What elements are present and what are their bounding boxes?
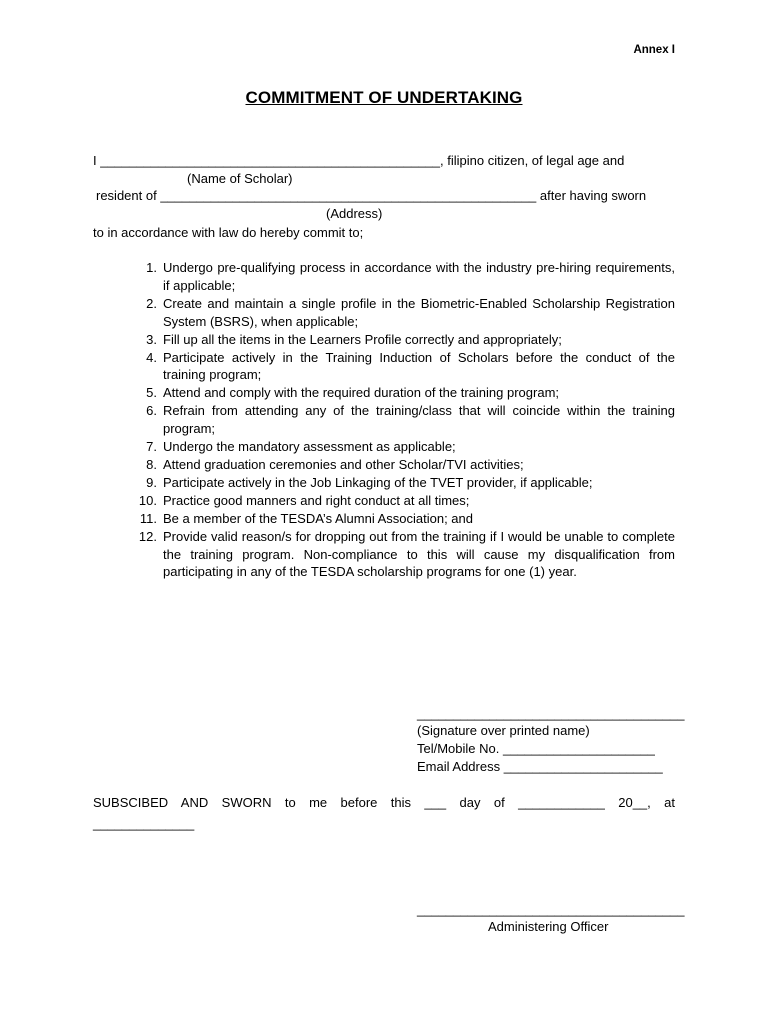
list-item <box>135 492 675 510</box>
list-item <box>135 474 675 492</box>
commitment-list <box>135 259 675 581</box>
list-item <box>135 438 675 456</box>
list-item <box>135 349 675 385</box>
intro-line-name: I _______________________________________________, filipino citizen, of legal age and <box>93 153 625 168</box>
list-item-text: Undergo the mandatory assessment as applicable; <box>163 439 456 455</box>
page-title: COMMITMENT OF UNDERTAKING <box>245 88 523 107</box>
signature-line: _____________________________________ <box>417 706 685 721</box>
list-item-number: 9. <box>146 474 157 490</box>
officer-signature-line: _____________________________________ <box>417 902 685 917</box>
list-item-number: 12. <box>138 528 157 544</box>
list-item-number: 6. <box>146 403 157 419</box>
annex-label: Annex I <box>633 44 675 56</box>
list-item <box>135 259 675 295</box>
list-item-number: 8. <box>146 456 157 472</box>
list-item-text: Create and maintain a single profile in the Biometric-Enabled Scholarship Registration System (BSRS), when applicable; <box>163 295 675 329</box>
list-item <box>135 528 675 582</box>
name-caption: (Name of Scholar) <box>187 171 293 186</box>
sworn-place-blank: ______________ <box>93 816 195 831</box>
list-item-text: Attend and comply with the required duration of the training program; <box>163 385 560 401</box>
list-item-number: 4. <box>146 349 157 365</box>
list-item-text: Practice good manners and right conduct at all times; <box>163 492 470 508</box>
email-address-field: Email Address ______________________ <box>417 759 663 774</box>
intro-line-address: resident of ____________________________________________________ after having sworn <box>96 188 647 203</box>
list-item-text: Refrain from attending any of the training/class that will coincide within the training program; <box>163 403 675 437</box>
officer-caption: Administering Officer <box>488 919 609 934</box>
address-caption: (Address) <box>326 206 383 221</box>
tel-mobile-field: Tel/Mobile No. _____________________ <box>417 741 655 756</box>
list-item-text: Fill up all the items in the Learners Profile correctly and appropriately; <box>163 331 562 347</box>
list-item-number: 2. <box>146 295 157 311</box>
list-item-text: Undergo pre-qualifying process in accordance with the industry pre-hiring requirements, if applicable; <box>163 260 675 293</box>
list-item <box>135 295 675 331</box>
list-item <box>135 456 675 474</box>
list-item-text: Provide valid reason/s for dropping out from the training if I would be unable to complete the training program. Non-compliance to this will cause my disqualification from participating in any of the TESDA scholarship programs for one (1) year. <box>163 528 675 580</box>
list-item-number: 1. <box>146 260 157 275</box>
intro-line-commit: to in accordance with law do hereby commit to; <box>93 225 364 240</box>
list-item <box>135 384 675 402</box>
list-item-text: Participate actively in the Job Linkaging of the TVET provider, if applicable; <box>163 474 593 490</box>
list-item <box>135 331 675 349</box>
list-item-number: 5. <box>146 385 157 401</box>
list-item-text: Be a member of the TESDA’s Alumni Association; and <box>163 510 473 526</box>
list-item <box>135 402 675 438</box>
sworn-statement-line: SUBSCIBED AND SWORN to me before this ___ day of ____________ 20__, at <box>93 795 675 810</box>
signature-caption: (Signature over printed name) <box>417 723 590 738</box>
list-item-text: Attend graduation ceremonies and other Scholar/TVI activities; <box>163 456 524 472</box>
list-item-text: Participate actively in the Training Induction of Scholars before the conduct of the training program; <box>163 349 675 383</box>
list-item <box>135 510 675 528</box>
list-item-number: 11. <box>139 510 157 526</box>
list-item-number: 3. <box>146 331 157 347</box>
list-item-number: 7. <box>146 439 157 455</box>
list-item-number: 10. <box>138 492 157 508</box>
